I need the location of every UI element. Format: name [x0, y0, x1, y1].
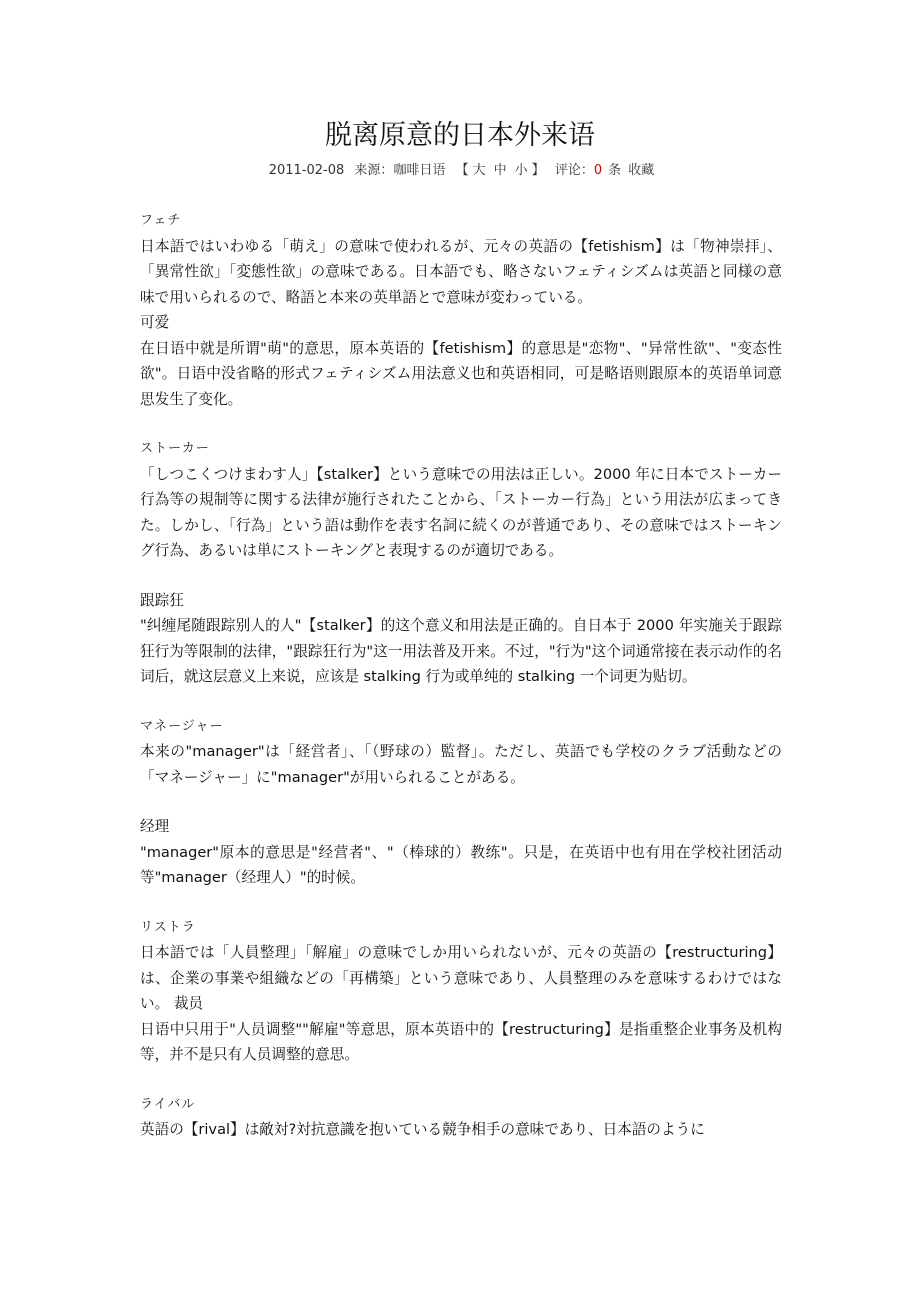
section-term-jp: リストラ [140, 919, 196, 935]
font-size-large-button[interactable]: 大 [472, 163, 486, 178]
section-stalker-cn [140, 588, 782, 690]
article-date: 2011-02-08 [268, 163, 345, 178]
section-text-cn: 在日语中就是所谓"萌"的意思，原本英语的【fetishism】的意思是"恋物"、"异常性欲"、"变态性欲"。日语中没省略的形式フェティシズム用法意义也和英语相同，可是略语则跟原本的英语单词意思发生了变化。 [140, 339, 782, 408]
comment-count[interactable]: 0 [593, 163, 603, 178]
section-manager-jp [140, 714, 782, 791]
section-term-jp: ライバル [140, 1096, 196, 1112]
font-size-selector [456, 163, 549, 178]
source-name[interactable]: 咖啡日语 [393, 163, 446, 178]
section-text-cn: "纠缠尾随跟踪别人的人"【stalker】的这个意义和用法是正确的。自日本于 2000 年实施关于跟踪狂行为等限制的法律，"跟踪狂行为"这一用法普及开来。不过，"行为"这个词通常接在表示动作的名词后，就这层意义上来说，应该是 stalking 行为或单纯的 stalking 一个词更为贴切。 [140, 617, 782, 685]
bracket-close: 】 [531, 163, 545, 178]
section-text-jp: 「しつこくつけまわす人」【stalker】という意味での用法は正しい。2000 年に日本でストーカー行為等の規制等に関する法律が施行されたことから、「ストーカー行為」という用法が広まってきた。しかし、「行為」という語は動作を表す名詞に続くのが普通であり、その意味ではストーキング行為、あるいは単にストーキングと表現するのが適切である。 [140, 465, 782, 559]
section-text-jp: 日本語では「人員整理」「解雇」の意味でしか用いられないが、元々の英語の【restructuring】は、企業の事業や組織などの「再構築」という意味であり、人員整理のみを意味するわけではない。 裁员 [140, 944, 782, 1012]
section-text-jp: 日本語ではいわゆる「萌え」の意味で使われるが、元々の英語の【fetishism】は「物神崇拝」、「異常性欲」「変態性欲」の意味である。日本語でも、略さないフェティシズムは英語と同様の意味で用いられるので、略語と本来の英単語とで意味が変わっている。 [140, 237, 782, 306]
article-meta [0, 160, 920, 182]
comment-label: 评论： [554, 163, 594, 178]
section-term-cn: 可爱 [140, 314, 170, 331]
font-size-small-button[interactable]: 小 [514, 163, 528, 178]
section-term-jp: フェチ [140, 213, 182, 228]
section-term-jp: マネージャー [140, 718, 224, 734]
section-term-cn: 经理 [140, 818, 170, 835]
section-term-cn: 跟踪狂 [140, 591, 184, 609]
section-stalker-jp [140, 436, 782, 564]
font-size-medium-button[interactable]: 中 [493, 163, 507, 178]
section-rival [140, 1092, 782, 1143]
favorite-link[interactable]: 收藏 [628, 163, 655, 178]
comment-unit: 条 [608, 163, 622, 178]
article-title: 脱离原意的日本外来语 [325, 120, 595, 151]
article-body [140, 208, 782, 1167]
comment-info [555, 163, 621, 178]
section-restructuring [140, 915, 782, 1068]
bracket-open: 【 [455, 163, 469, 178]
section-text-cn: "manager"原本的意思是"经营者"、"（棒球的）教练"。只是，在英语中也有用在学校社团活动等"manager（经理人）"的时候。 [140, 843, 782, 886]
section-manager-cn [140, 814, 782, 891]
section-text-cn: 日语中只用于"人员调整""解雇"等意思，原本英语中的【restructuring】是指重整企业事务及机构等，并不是只有人员调整的意思。 [140, 1020, 782, 1063]
section-fetish [140, 208, 782, 412]
section-text-jp: 本来の"manager"は「経営者」、「（野球の）監督」。ただし、英語でも学校のクラブ活動などの「マネージャー」に"manager"が用いられることがある。 [140, 743, 782, 786]
source-info [354, 163, 445, 178]
section-text-jp: 英語の【rival】は敵対?対抗意識を抱いている競争相手の意味であり、日本語のように [140, 1121, 705, 1138]
section-term-jp: ストーカー [140, 441, 210, 456]
source-label: 来源： [354, 163, 394, 178]
